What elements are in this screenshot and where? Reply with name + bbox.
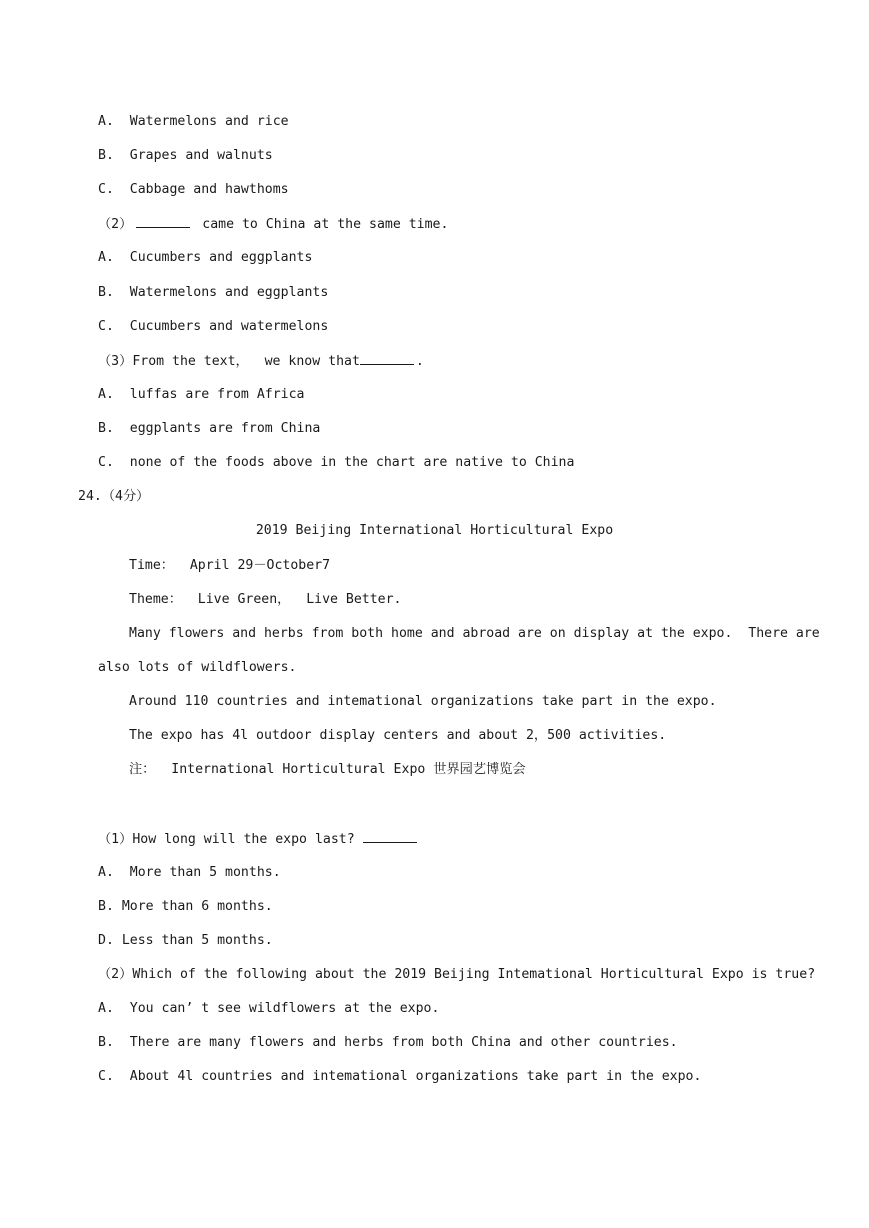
option-24-1d [98,932,273,950]
option-text: Cucumbers and eggplants [129,250,313,265]
option-letter: A. [98,250,114,265]
option-24-2c [98,1068,701,1086]
option-2a [98,249,312,267]
option-letter: A. [98,865,114,880]
passage-note: 注： International Horticultural Expo 世界园艺博览会 [129,762,526,777]
option-letter: B. [98,148,114,163]
passage-paragraph-2: Around 110 countries and intemational organizations take part in the expo. [129,694,717,709]
option-2c [98,318,328,336]
option-letter: C. [98,319,114,334]
option-text: luffas are from Africa [129,387,305,402]
option-24-2a [98,1000,439,1018]
option-2b [98,284,328,302]
option-letter: C. [98,1069,114,1084]
answer-blank[interactable] [363,830,417,843]
sub-question-3 [98,352,424,371]
sub-question-2 [98,215,448,234]
sub-question-1 [98,830,419,849]
option-text: There are many flowers and herbs from both China and other countries. [129,1035,678,1050]
option-24-1b [98,898,273,916]
passage-time: Time： April 29－October7 [129,558,331,573]
sub-question-end: . [415,354,424,369]
option-text: Watermelons and rice [129,114,289,129]
sub-question-number: （2） [98,217,133,232]
option-3c [98,454,574,472]
option-letter: B. [98,1035,114,1050]
passage-paragraph-1: Many flowers and herbs from both home and abroad are on display at the expo. There are [129,626,820,641]
option-text: Cucumbers and watermelons [129,319,329,334]
option-24-1a [98,864,281,882]
sub-question-text: How long will the expo last? [132,832,363,847]
passage-title: 2019 Beijing International Horticultural Expo [255,523,614,538]
option-text: Cabbage and hawthoms [129,182,289,197]
option-3b [98,420,320,438]
option-letter: C. [98,182,114,197]
sub-question-text: Which of the following about the 2019 Beijing Intemational Horticultural Expo is true? [132,967,816,982]
sub-question-text: came to China at the same time. [194,217,449,232]
option-letter: B. [98,421,114,436]
option-1a [98,113,289,131]
answer-blank[interactable] [360,352,414,365]
option-text: You can’ t see wildflowers at the expo. [129,1001,440,1016]
sub-question-number: （2） [98,967,133,982]
passage-theme: Theme： Live Green， Live Better. [129,592,402,607]
sub-question-number: （3） [98,354,133,369]
option-letter: A. [98,1001,114,1016]
option-text: More than 6 months. [121,899,273,914]
sub-question-2-24 [98,966,815,984]
option-text: More than 5 months. [129,865,281,880]
option-letter: C. [98,455,114,470]
answer-blank[interactable] [136,215,190,228]
option-text: Less than 5 months. [121,933,273,948]
option-text: eggplants are from China [129,421,321,436]
sub-question-text: From the text， we know that [132,354,360,369]
option-letter: D. [98,933,114,948]
option-text: Watermelons and eggplants [129,285,329,300]
sub-question-number: （1） [98,832,133,847]
option-1c [98,181,289,199]
option-letter: B. [98,285,114,300]
option-1b [98,147,273,165]
option-3a [98,386,304,404]
question-header: 24.（4分） [78,489,150,504]
option-text: Grapes and walnuts [129,148,273,163]
passage-paragraph-1-cont: also lots of wildflowers. [98,660,297,675]
option-24-2b [98,1034,678,1052]
option-letter: B. [98,899,114,914]
option-text: none of the foods above in the chart are native to China [129,455,575,470]
passage-paragraph-3: The expo has 4l outdoor display centers and about 2，500 activities. [129,728,667,743]
option-text: About 4l countries and intemational organizations take part in the expo. [129,1069,702,1084]
option-letter: A. [98,387,114,402]
option-letter: A. [98,114,114,129]
